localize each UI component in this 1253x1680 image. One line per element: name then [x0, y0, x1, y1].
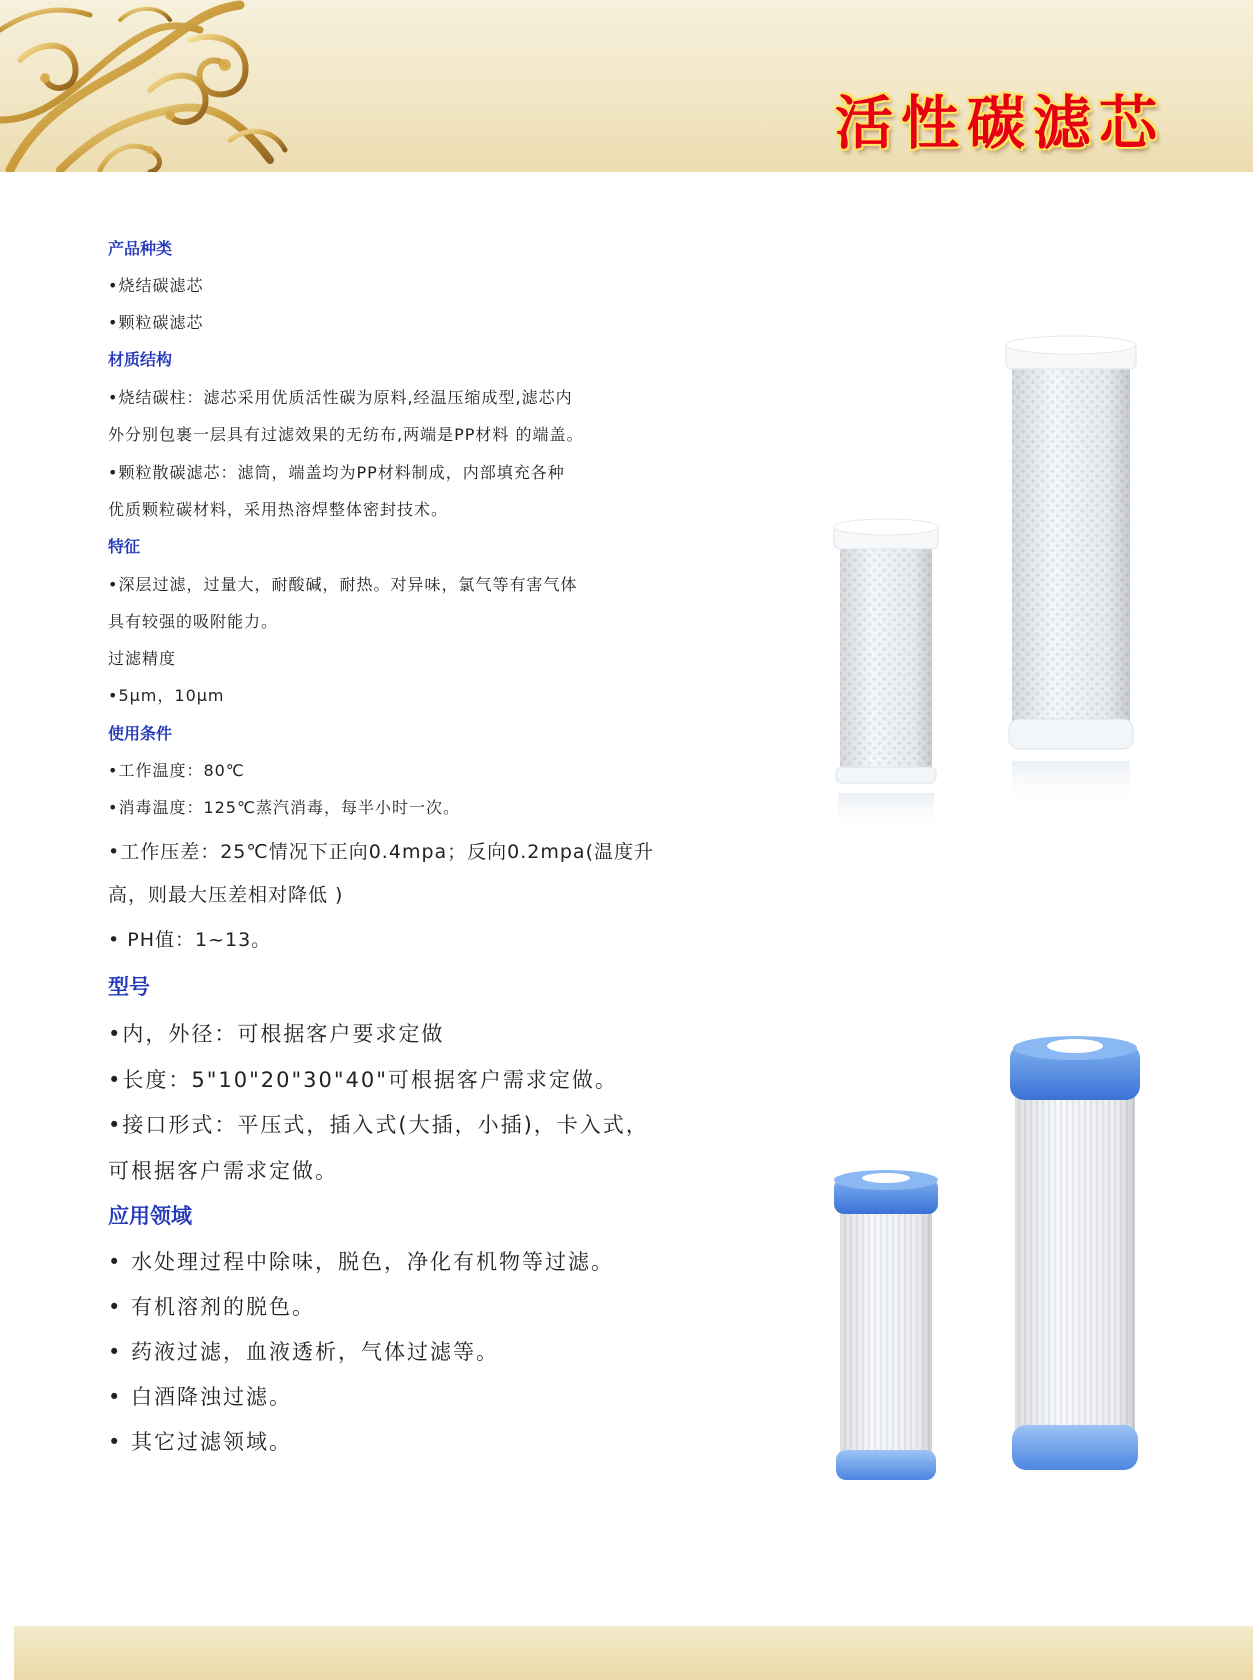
list-item: • 白酒降浊过滤。	[108, 1385, 293, 1409]
heading-material: 材质结构	[108, 350, 173, 369]
precision-label: 过滤精度	[108, 649, 177, 668]
tall-carbon-filter	[1006, 336, 1136, 811]
small-granular-filter	[834, 1170, 938, 1480]
page-title: 活性碳滤芯	[834, 89, 1165, 157]
gold-ornament-icon	[0, 0, 290, 172]
text-line: 优质颗粒碳材料，采用热溶焊整体密封技术。	[108, 500, 449, 519]
small-carbon-filter	[834, 519, 938, 833]
heading-category: 产品种类	[108, 239, 173, 258]
heading-models: 型号	[108, 975, 150, 999]
text-line: •烧结碳柱：滤芯采用优质活性碳为原料,经温压缩成型,滤芯内	[108, 388, 573, 407]
text-line: •工作温度：80℃	[108, 761, 245, 780]
text-line: •消毒温度：125℃蒸汽消毒，每半小时一次。	[108, 798, 460, 817]
text-line: •长度：5"10"20"30"40"可根据客户需求定做。	[108, 1068, 618, 1092]
footer-band	[14, 1626, 1253, 1680]
list-item: • 有机溶剂的脱色。	[108, 1295, 316, 1319]
heading-conditions: 使用条件	[108, 724, 173, 743]
granular-carbon-filters-image	[820, 1030, 1160, 1540]
text-line: •工作压差：25℃情况下正向0.4mpa；反向0.2mpa(温度升	[108, 841, 654, 863]
text-line: 高，则最大压差相对降低 )	[108, 884, 344, 906]
list-item: • 药液过滤，血液透析，气体过滤等。	[108, 1340, 500, 1364]
text-line: •颗粒散碳滤芯：滤筒，端盖均为PP材料制成，内部填充各种	[108, 463, 565, 482]
header-band	[0, 0, 1253, 172]
precision-value: •5μm，10μm	[108, 686, 225, 705]
text-line: 外分别包裹一层具有过滤效果的无纺布,两端是PP材料 的端盖。	[108, 425, 584, 444]
heading-applications: 应用领域	[108, 1204, 192, 1228]
text-line: 可根据客户需求定做。	[108, 1159, 338, 1183]
text-line: •深层过滤，过量大，耐酸碱，耐热。对异味，氯气等有害气体	[108, 575, 578, 594]
text-line: 具有较强的吸附能力。	[108, 612, 279, 631]
text-line: •接口形式：平压式，插入式(大插，小插)，卡入式，	[108, 1113, 649, 1137]
text-line: • PH值：1~13。	[108, 929, 272, 951]
list-item: • 水处理过程中除味，脱色，净化有机物等过滤。	[108, 1250, 615, 1274]
tall-granular-filter	[1010, 1036, 1140, 1470]
heading-features: 特征	[108, 537, 141, 556]
text-line: •内，外径：可根据客户要求定做	[108, 1022, 445, 1046]
carbon-block-filters-image	[820, 335, 1160, 875]
list-item: •颗粒碳滤芯	[108, 313, 204, 332]
list-item: •烧结碳滤芯	[108, 276, 204, 295]
list-item: • 其它过滤领域。	[108, 1430, 293, 1454]
